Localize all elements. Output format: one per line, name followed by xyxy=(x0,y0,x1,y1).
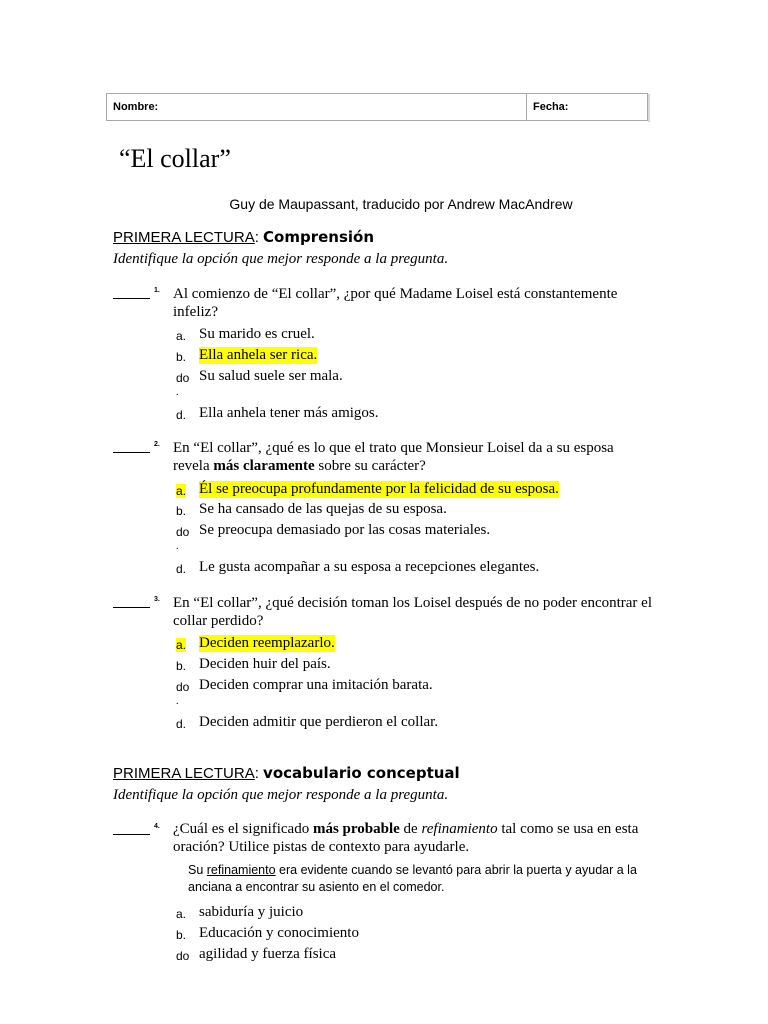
author-line: Guy de Maupassant, traducido por Andrew MacAndrew xyxy=(229,196,573,212)
option-letter-3d: d. xyxy=(176,717,187,731)
date-label: Fecha: xyxy=(533,101,569,113)
question-4-emphasis: más probable xyxy=(312,821,400,837)
section1-heading xyxy=(113,228,374,246)
question-text-1 xyxy=(173,285,658,321)
question-4-line2: oración? Utilice pistas de contexto para ayudarle. xyxy=(173,839,470,855)
question-4-line1-mid: de xyxy=(399,821,422,837)
question-1-line2: infeliz? xyxy=(173,304,218,320)
section1-heading-colon: : xyxy=(254,229,259,246)
option-letter-3c: do xyxy=(176,680,190,694)
option-letter-3b: b. xyxy=(176,659,187,673)
date-field[interactable] xyxy=(527,94,647,120)
question-4-term: refinamiento xyxy=(421,821,498,837)
question-2-line2 xyxy=(173,457,658,475)
name-label: Nombre: xyxy=(113,101,159,113)
context-line1-post: era evidente cuando se levantó para abrir la puerta y ayudar a la xyxy=(275,863,637,877)
question-text-2 xyxy=(173,439,658,475)
answer-blank-3[interactable] xyxy=(113,595,150,608)
name-date-table xyxy=(106,93,648,121)
question-3-line2: collar perdido? xyxy=(173,613,264,629)
question-4-line1 xyxy=(173,820,658,838)
question-2-line1: En “El collar”, ¿qué es lo que el trato que Monsieur Loisel da a su esposa xyxy=(173,440,614,456)
option-letter-2d: d. xyxy=(176,562,187,576)
question-4-line1-pre: ¿Cuál es el significado xyxy=(173,821,313,837)
section1-heading-title: Comprensión xyxy=(263,228,375,246)
option-1c[interactable]: Su salud suele ser mala. xyxy=(199,368,343,384)
option-3d[interactable]: Deciden admitir que perdieron el collar. xyxy=(199,714,439,730)
context-line1 xyxy=(188,862,658,879)
option-letter-2b: b. xyxy=(176,504,187,518)
option-letter-1a: a. xyxy=(176,329,187,343)
question-2-line2-post: sobre su carácter? xyxy=(314,458,426,474)
context-term: refinamiento xyxy=(206,863,276,877)
section2-instruction: Identifique la opción que mejor responde a la pregunta. xyxy=(113,787,449,803)
option-letter-4c: do xyxy=(176,949,190,963)
section1-heading-label: PRIMERA LECTURA xyxy=(113,229,255,246)
option-2b[interactable]: Se ha cansado de las quejas de su esposa. xyxy=(199,501,447,517)
option-2a-highlighted[interactable]: Él se preocupa profundamente por la felicidad de su esposa. xyxy=(199,481,559,497)
option-letter-1d: d. xyxy=(176,408,187,422)
table-shadow xyxy=(648,94,650,122)
question-number-2: 2. xyxy=(154,441,160,448)
question-text-3 xyxy=(173,594,658,630)
option-letter-1c: do xyxy=(176,371,190,385)
answer-blank-2[interactable] xyxy=(113,440,150,453)
question-number-1: 1. xyxy=(154,287,160,294)
name-field[interactable] xyxy=(107,94,527,120)
question-2-line2-pre: revela xyxy=(173,458,214,474)
option-letter-1b: b. xyxy=(176,350,187,364)
option-letter-2c: do xyxy=(176,525,190,539)
stray-dot: . xyxy=(176,387,179,398)
option-1d[interactable]: Ella anhela tener más amigos. xyxy=(199,405,379,421)
context-sentence xyxy=(188,862,658,896)
question-number-4: 4. xyxy=(154,823,160,830)
option-2d[interactable]: Le gusta acompañar a su esposa a recepciones elegantes. xyxy=(199,559,540,575)
stray-dot: . xyxy=(176,696,179,707)
section1-instruction: Identifique la opción que mejor responde a la pregunta. xyxy=(113,251,449,267)
section2-heading xyxy=(113,764,460,782)
section2-heading-title: vocabulario conceptual xyxy=(263,764,460,782)
stray-dot: . xyxy=(176,541,179,552)
question-3-line1: En “El collar”, ¿qué decisión toman los Loisel después de no poder encontrar el xyxy=(173,595,653,611)
question-4-line1-post: tal como se usa en esta xyxy=(497,821,639,837)
context-line2: anciana a encontrar su asiento en el comedor. xyxy=(188,880,445,894)
option-letter-4a: a. xyxy=(176,907,187,921)
option-3a-highlighted[interactable]: Deciden reemplazarlo. xyxy=(199,635,335,651)
option-1b-highlighted[interactable]: Ella anhela ser rica. xyxy=(199,347,318,363)
question-1-line1: Al comienzo de “El collar”, ¿por qué Madame Loisel está constantemente xyxy=(173,286,618,302)
option-4b[interactable]: Educación y conocimiento xyxy=(199,925,359,941)
answer-blank-4[interactable] xyxy=(113,822,150,835)
context-pre: Su xyxy=(188,863,207,877)
answer-blank-1[interactable] xyxy=(113,286,150,299)
option-letter-3a: a. xyxy=(176,638,187,652)
section2-heading-label: PRIMERA LECTURA xyxy=(113,765,255,782)
option-2c[interactable]: Se preocupa demasiado por las cosas materiales. xyxy=(199,522,491,538)
option-4a[interactable]: sabiduría y juicio xyxy=(199,904,304,920)
question-2-emphasis: más claramente xyxy=(213,458,315,474)
question-text-4 xyxy=(173,820,658,856)
document-title: “El collar” xyxy=(119,144,231,173)
option-3c[interactable]: Deciden comprar una imitación barata. xyxy=(199,677,433,693)
option-letter-4b: b. xyxy=(176,928,187,942)
question-number-3: 3. xyxy=(154,596,160,603)
option-1a[interactable]: Su marido es cruel. xyxy=(199,326,315,342)
section2-heading-colon: : xyxy=(254,765,259,782)
option-letter-2a: a. xyxy=(176,484,187,498)
option-3b[interactable]: Deciden huir del país. xyxy=(199,656,331,672)
option-4c[interactable]: agilidad y fuerza física xyxy=(199,946,337,962)
